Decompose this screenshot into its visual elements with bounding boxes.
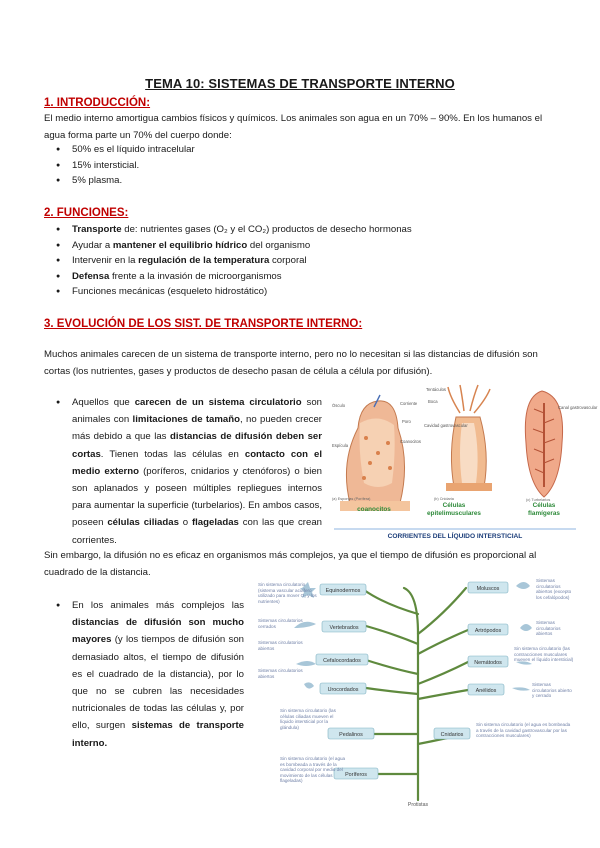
- list-item: ● Ayudar a mantener el equilibrio hídrico del organismo: [56, 238, 412, 254]
- tree-note: Sistemas circulatorios abiertos: [258, 668, 303, 679]
- fig1-label-epitelio: Células epitelimusculares: [427, 502, 481, 517]
- fig1-part-label: Boca: [428, 399, 438, 404]
- list-item: ● Defensa frente a la invasión de microorganismos: [56, 269, 412, 285]
- fig1-part-label: Poro: [402, 419, 411, 424]
- funciones-list: [56, 222, 412, 300]
- tree-note: Sin sistema circulatorio (las células ciliadas mueven el líquido intersticial por la glándula): [280, 708, 336, 730]
- tree-note: Sistemas circulatorios abiertos: [536, 620, 561, 637]
- list-item: ● 50% es el líquido intracelular: [56, 142, 195, 158]
- tree-node-label: Nemátodos: [474, 660, 502, 666]
- tree-node-label: Anélidos: [475, 688, 497, 694]
- fig1-sublabel: (a) Esponjas (Porífera): [332, 497, 371, 501]
- tree-node-label: Urocordados: [327, 687, 359, 693]
- tree-node-label: Pedalinos: [339, 732, 363, 738]
- heading-funciones: 2. FUNCIONES:: [44, 207, 129, 219]
- evolucion-text: Muchos animales carecen de un sistema de transporte interno, pero no lo necesitan si las distancias de difusión son cortas (los nutrientes, gases y productos de desecho pasan de célula a célula por difusión).: [44, 349, 538, 377]
- list-item: ● 5% plasma.: [56, 173, 195, 189]
- complex-animals-paragraph: ● En los animales más complejos las distancias de difusión son mucho mayores (y los tiempos de difusión son demasiado altos, el tiempo de difusión es el cuadrado de la distancia), por lo que no se cubren las necesidades nutricionales de todas las células y, por ello, surgen sistemas de transporte interno.: [56, 600, 244, 749]
- list-item: ● Intervenir en la regulación de la temperatura corporal: [56, 253, 412, 269]
- tree-note: Sistemas circulatorios abiertos: [258, 640, 303, 651]
- tree-note: Sin sistema circulatorio (las contracciones musculares mueven el líquido intersticial): [514, 646, 574, 663]
- heading-evolucion: 3. EVOLUCIÓN DE LOS SIST. DE TRANSPORTE INTERNO:: [44, 318, 363, 330]
- intro-list: [56, 142, 195, 189]
- fig1-sublabel: (c) Turbelarios: [526, 498, 551, 502]
- tree-note: Sin sistema circulatorio (el agua es bombeada a través de la cavidad gastrovascular por las contracciones musculares): [476, 722, 571, 739]
- fig1-label-flamigeras: Células flamígeras: [528, 502, 560, 517]
- tree-node-label: Cefalocordados: [323, 658, 361, 664]
- fig1-part-label: Tentáculos: [426, 387, 447, 392]
- tree-node-label: Moluscos: [476, 586, 500, 592]
- tree-node-label: Cnidarios: [440, 732, 464, 738]
- fig1-part-label: Coanocitos: [400, 439, 421, 444]
- fig1-part-label: Corriente: [400, 401, 418, 406]
- list-item: ● Funciones mecánicas (esqueleto hidrostático): [56, 284, 412, 300]
- tree-root-label: Protistas: [407, 802, 429, 808]
- fig1-part-label: Ósculo: [332, 403, 346, 408]
- document-title: TEMA 10: SISTEMAS DE TRANSPORTE INTERNO: [145, 76, 455, 91]
- list-item: ● 15% intersticial.: [56, 158, 195, 174]
- heading-introduccion: 1. INTRODUCCIÓN:: [44, 97, 151, 109]
- porifera-paragraph: ● Aquellos que carecen de un sistema circulatorio son animales con limitaciones de tamaño, no pueden crecer más debido a que las distancias de difusión deben ser cortas. Tienen todas las células en contacto con el medio externo (poríferos, cnidarios y ctenóforos) o bien son aplanados y poseen múltiples repliegues internos para aumentar la superficie (turbelarios). En ambos casos, poseen células ciliadas o flageladas con las que crean corrientes.: [56, 397, 322, 546]
- fig1-caption: CORRIENTES DEL LÍQUIDO INTERSTICIAL: [387, 533, 523, 540]
- fig1-label-coanocitos: coanocitos: [357, 506, 391, 513]
- figure-phylogenetic-tree: [254, 574, 574, 808]
- tree-node-label: Artrópodos: [474, 628, 502, 634]
- fig1-part-label: Cavidad gastrovascular: [424, 423, 468, 428]
- tree-note: Sin sistema circulatorio (el agua es bombeada a través de la cavidad corporal por medio del movimiento de las células flageladas): [280, 756, 346, 784]
- tree-note: Sistemas circulatorios abiertos (excepto los cefalópodos): [536, 578, 572, 600]
- fig1-part-label: Canal gastrovascular: [558, 405, 598, 410]
- fig1-part-label: Espícula: [332, 443, 349, 448]
- difusion-text: Sin embargo, la difusión no es eficaz en organismos más complejos, ya que el tiempo de difusión es proporcional al cuadrado de la distancia.: [44, 550, 537, 578]
- list-item: ● Transporte de: nutrientes gases (O₂ y el CO₂) productos de desecho hormonas: [56, 222, 412, 238]
- tree-node-label: Equinodermos: [325, 588, 361, 594]
- tree-note: Sistemas circulatorios cerrados: [258, 618, 303, 629]
- tree-node-label: Vertebrados: [329, 625, 359, 631]
- fig1-sublabel: (b) Cnidaria: [434, 497, 454, 501]
- tree-note: Sin sistema circulatorio (sistema vascular acuífero utilizado para mover O₂ y los nutrientes): [258, 582, 317, 604]
- intro-text: El medio interno amortigua cambios físicos y químicos. Los animales son agua en un 70% – 90%. En los humanos el agua forma parte un 70% del cuerpo donde:: [44, 113, 543, 141]
- tree-node-label: Poríferos: [345, 772, 367, 778]
- figure-interstitial-currents: [330, 383, 598, 543]
- tree-note: Sistemas circulatorios abierto y cerrado: [532, 682, 572, 699]
